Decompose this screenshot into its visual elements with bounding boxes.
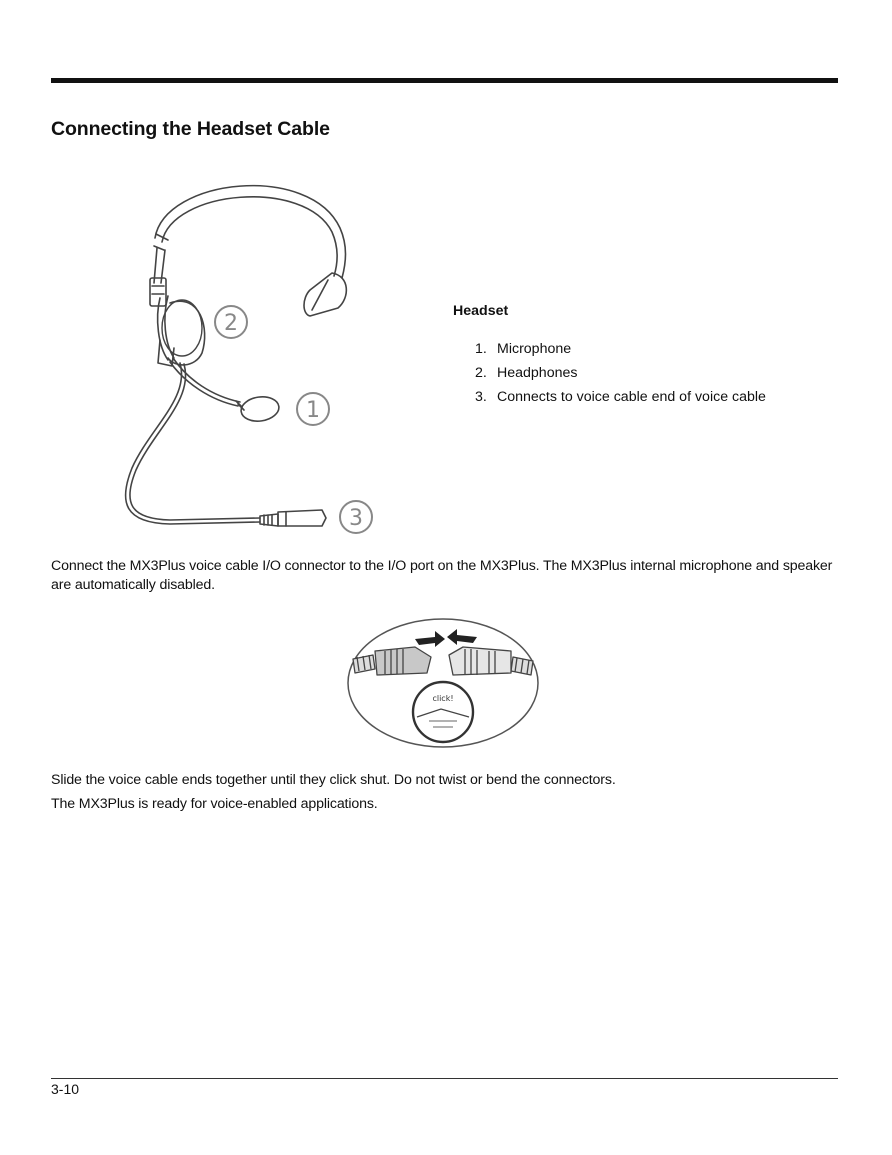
legend-item-headphones	[475, 365, 766, 381]
legend-number: 1.	[475, 341, 487, 357]
legend-title: Headset	[453, 303, 509, 319]
cable-connector-illustration	[345, 617, 541, 750]
legend-list	[453, 341, 766, 405]
paragraph-slide: Slide the voice cable ends together until they click shut. Do not twist or bend the connectors.	[51, 772, 616, 788]
legend-item-microphone	[475, 341, 766, 357]
headset-legend	[453, 303, 766, 413]
headband	[155, 186, 346, 278]
legend-label: Microphone	[497, 341, 572, 357]
click-label: click!	[432, 694, 454, 703]
page-title: Connecting the Headset Cable	[51, 118, 330, 140]
callout-3: 3	[349, 506, 363, 531]
legend-label: Headphones	[497, 365, 578, 381]
callout-1: 1	[306, 398, 320, 423]
footer-rule	[51, 1078, 838, 1079]
legend-item-connector	[475, 389, 766, 405]
callout-2: 2	[224, 311, 238, 336]
page-number: 3-10	[51, 1081, 80, 1097]
right-connector	[449, 647, 511, 675]
microphone	[240, 394, 281, 423]
paragraph-ready: The MX3Plus is ready for voice-enabled applications.	[51, 796, 378, 812]
legend-label: Connects to voice cable end of voice cable	[497, 389, 766, 405]
right-pad	[304, 273, 346, 316]
top-rule	[51, 78, 838, 83]
legend-number: 2.	[475, 365, 487, 381]
legend-number: 3.	[475, 389, 487, 405]
cable	[126, 363, 260, 524]
paragraph-connect: Connect the MX3Plus voice cable I/O connector to the I/O port on the MX3Plus. The MX3Plus internal microphone and speaker are automatically disabled.	[51, 558, 833, 593]
headset-illustration	[110, 168, 390, 543]
